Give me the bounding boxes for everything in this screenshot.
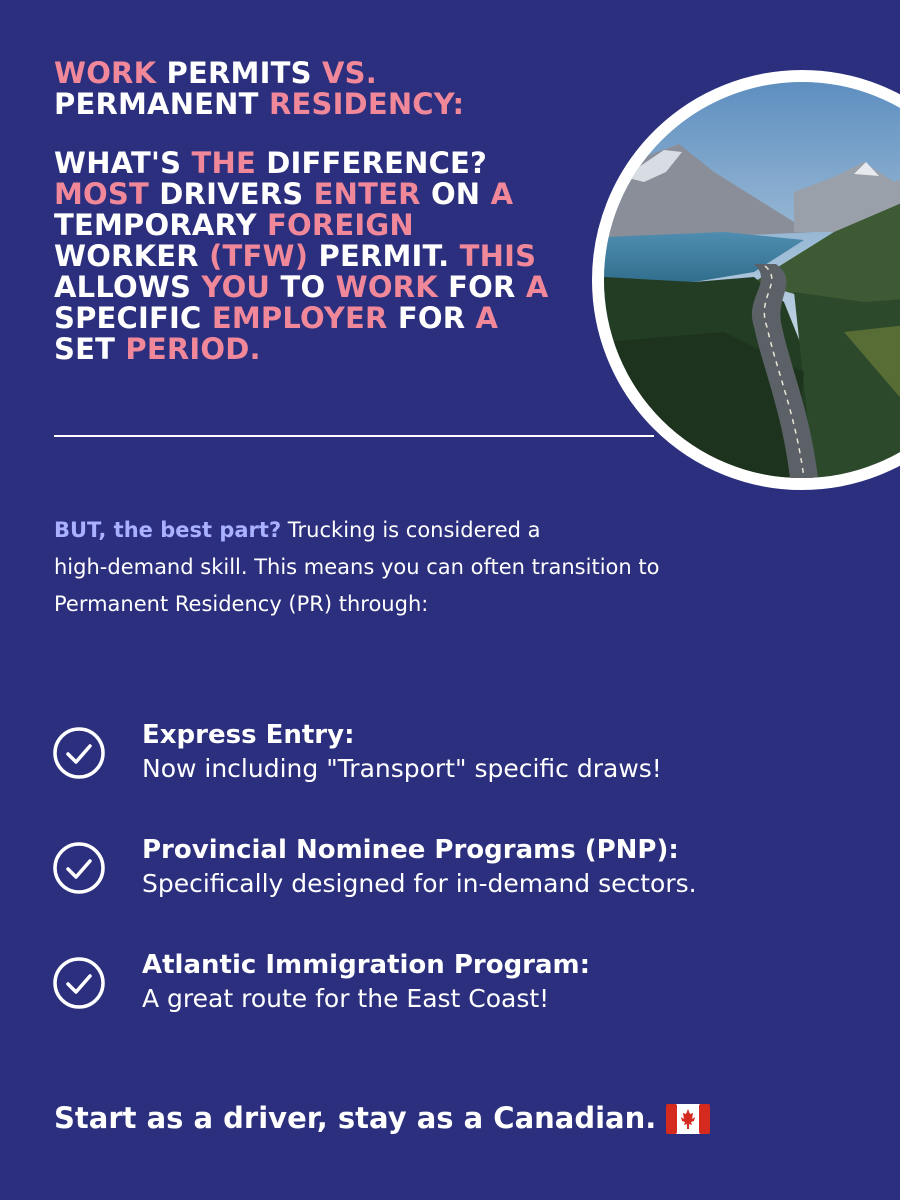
- headline-question-line: [54, 179, 614, 210]
- headline-word: ALLOWS: [54, 270, 202, 304]
- landscape-illustration: [604, 82, 900, 478]
- headline-word: YOU: [201, 270, 271, 304]
- headline: [54, 58, 614, 365]
- intro-lead: BUT, the best part?: [54, 518, 282, 542]
- pathway-title: Express Entry:: [142, 720, 355, 750]
- headline-question-line: [54, 272, 614, 303]
- pathway-title: Provincial Nominee Programs (PNP):: [142, 835, 679, 865]
- pathway-description: Now including "Transport" specific draws!: [142, 754, 662, 783]
- headline-word: THE: [191, 146, 256, 180]
- headline-word: WORK: [335, 270, 438, 304]
- headline-word: WHAT'S: [54, 146, 192, 180]
- headline-word: PERMIT.: [308, 239, 460, 273]
- pathway-description: A great route for the East Coast!: [142, 984, 550, 1013]
- headline-word: VS.: [321, 56, 377, 90]
- headline-word: SPECIFIC: [54, 301, 212, 335]
- check-circle-icon: [52, 726, 106, 780]
- headline-word: A: [475, 301, 499, 335]
- headline-word: FOR: [387, 301, 476, 335]
- mountain-highway-photo: [592, 70, 900, 490]
- check-circle-icon: [52, 841, 106, 895]
- pathway-item-atlantic: [52, 948, 872, 1063]
- intro-line-2: high-demand skill. This means you can often transition to: [54, 555, 660, 579]
- headline-word: EMPLOYER: [211, 301, 388, 335]
- pathway-item-express-entry: [52, 718, 872, 833]
- headline-word: (TFW): [209, 239, 309, 273]
- headline-question-line: [54, 241, 614, 272]
- pr-pathway-list: [52, 718, 872, 1063]
- headline-word: A: [490, 177, 514, 211]
- headline-word: A: [525, 270, 549, 304]
- headline-word: PERIOD.: [125, 332, 261, 366]
- headline-word: TO: [270, 270, 336, 304]
- headline-word: ON: [420, 177, 491, 211]
- headline-question-line: [54, 303, 614, 334]
- pathway-title: Atlantic Immigration Program:: [142, 950, 591, 980]
- headline-word: FOR: [437, 270, 526, 304]
- section-divider: [54, 435, 654, 437]
- headline-word: PERMANENT: [54, 87, 269, 121]
- headline-word: TEMPORARY: [54, 208, 267, 242]
- canada-flag-icon: [666, 1104, 710, 1134]
- headline-word: DRIVERS: [148, 177, 314, 211]
- headline-word: DIFFERENCE?: [255, 146, 488, 180]
- headline-word: MOST: [54, 177, 149, 211]
- intro-paragraph: [54, 512, 814, 623]
- headline-word: FOREIGN: [266, 208, 414, 242]
- headline-title-line-2: [54, 89, 614, 120]
- pathway-item-pnp: [52, 833, 872, 948]
- headline-word: RESIDENCY:: [268, 87, 465, 121]
- headline-word: WORKER: [54, 239, 210, 273]
- headline-word: ENTER: [313, 177, 421, 211]
- headline-word: WORK: [54, 56, 157, 90]
- check-circle-icon: [52, 956, 106, 1010]
- headline-question-line: [54, 334, 614, 365]
- headline-question-line: [54, 148, 614, 179]
- pathway-description: Specifically designed for in-demand sectors.: [142, 869, 697, 898]
- footer-tagline: [54, 1098, 710, 1138]
- footer-text: Start as a driver, stay as a Canadian.: [54, 1101, 657, 1135]
- headline-word: PERMITS: [156, 56, 322, 90]
- intro-line-1: Trucking is considered a: [281, 518, 541, 542]
- headline-word: SET: [54, 332, 126, 366]
- intro-line-3: Permanent Residency (PR) through:: [54, 592, 429, 616]
- headline-title-line-1: [54, 58, 614, 89]
- headline-question-line: [54, 210, 614, 241]
- headline-word: THIS: [459, 239, 537, 273]
